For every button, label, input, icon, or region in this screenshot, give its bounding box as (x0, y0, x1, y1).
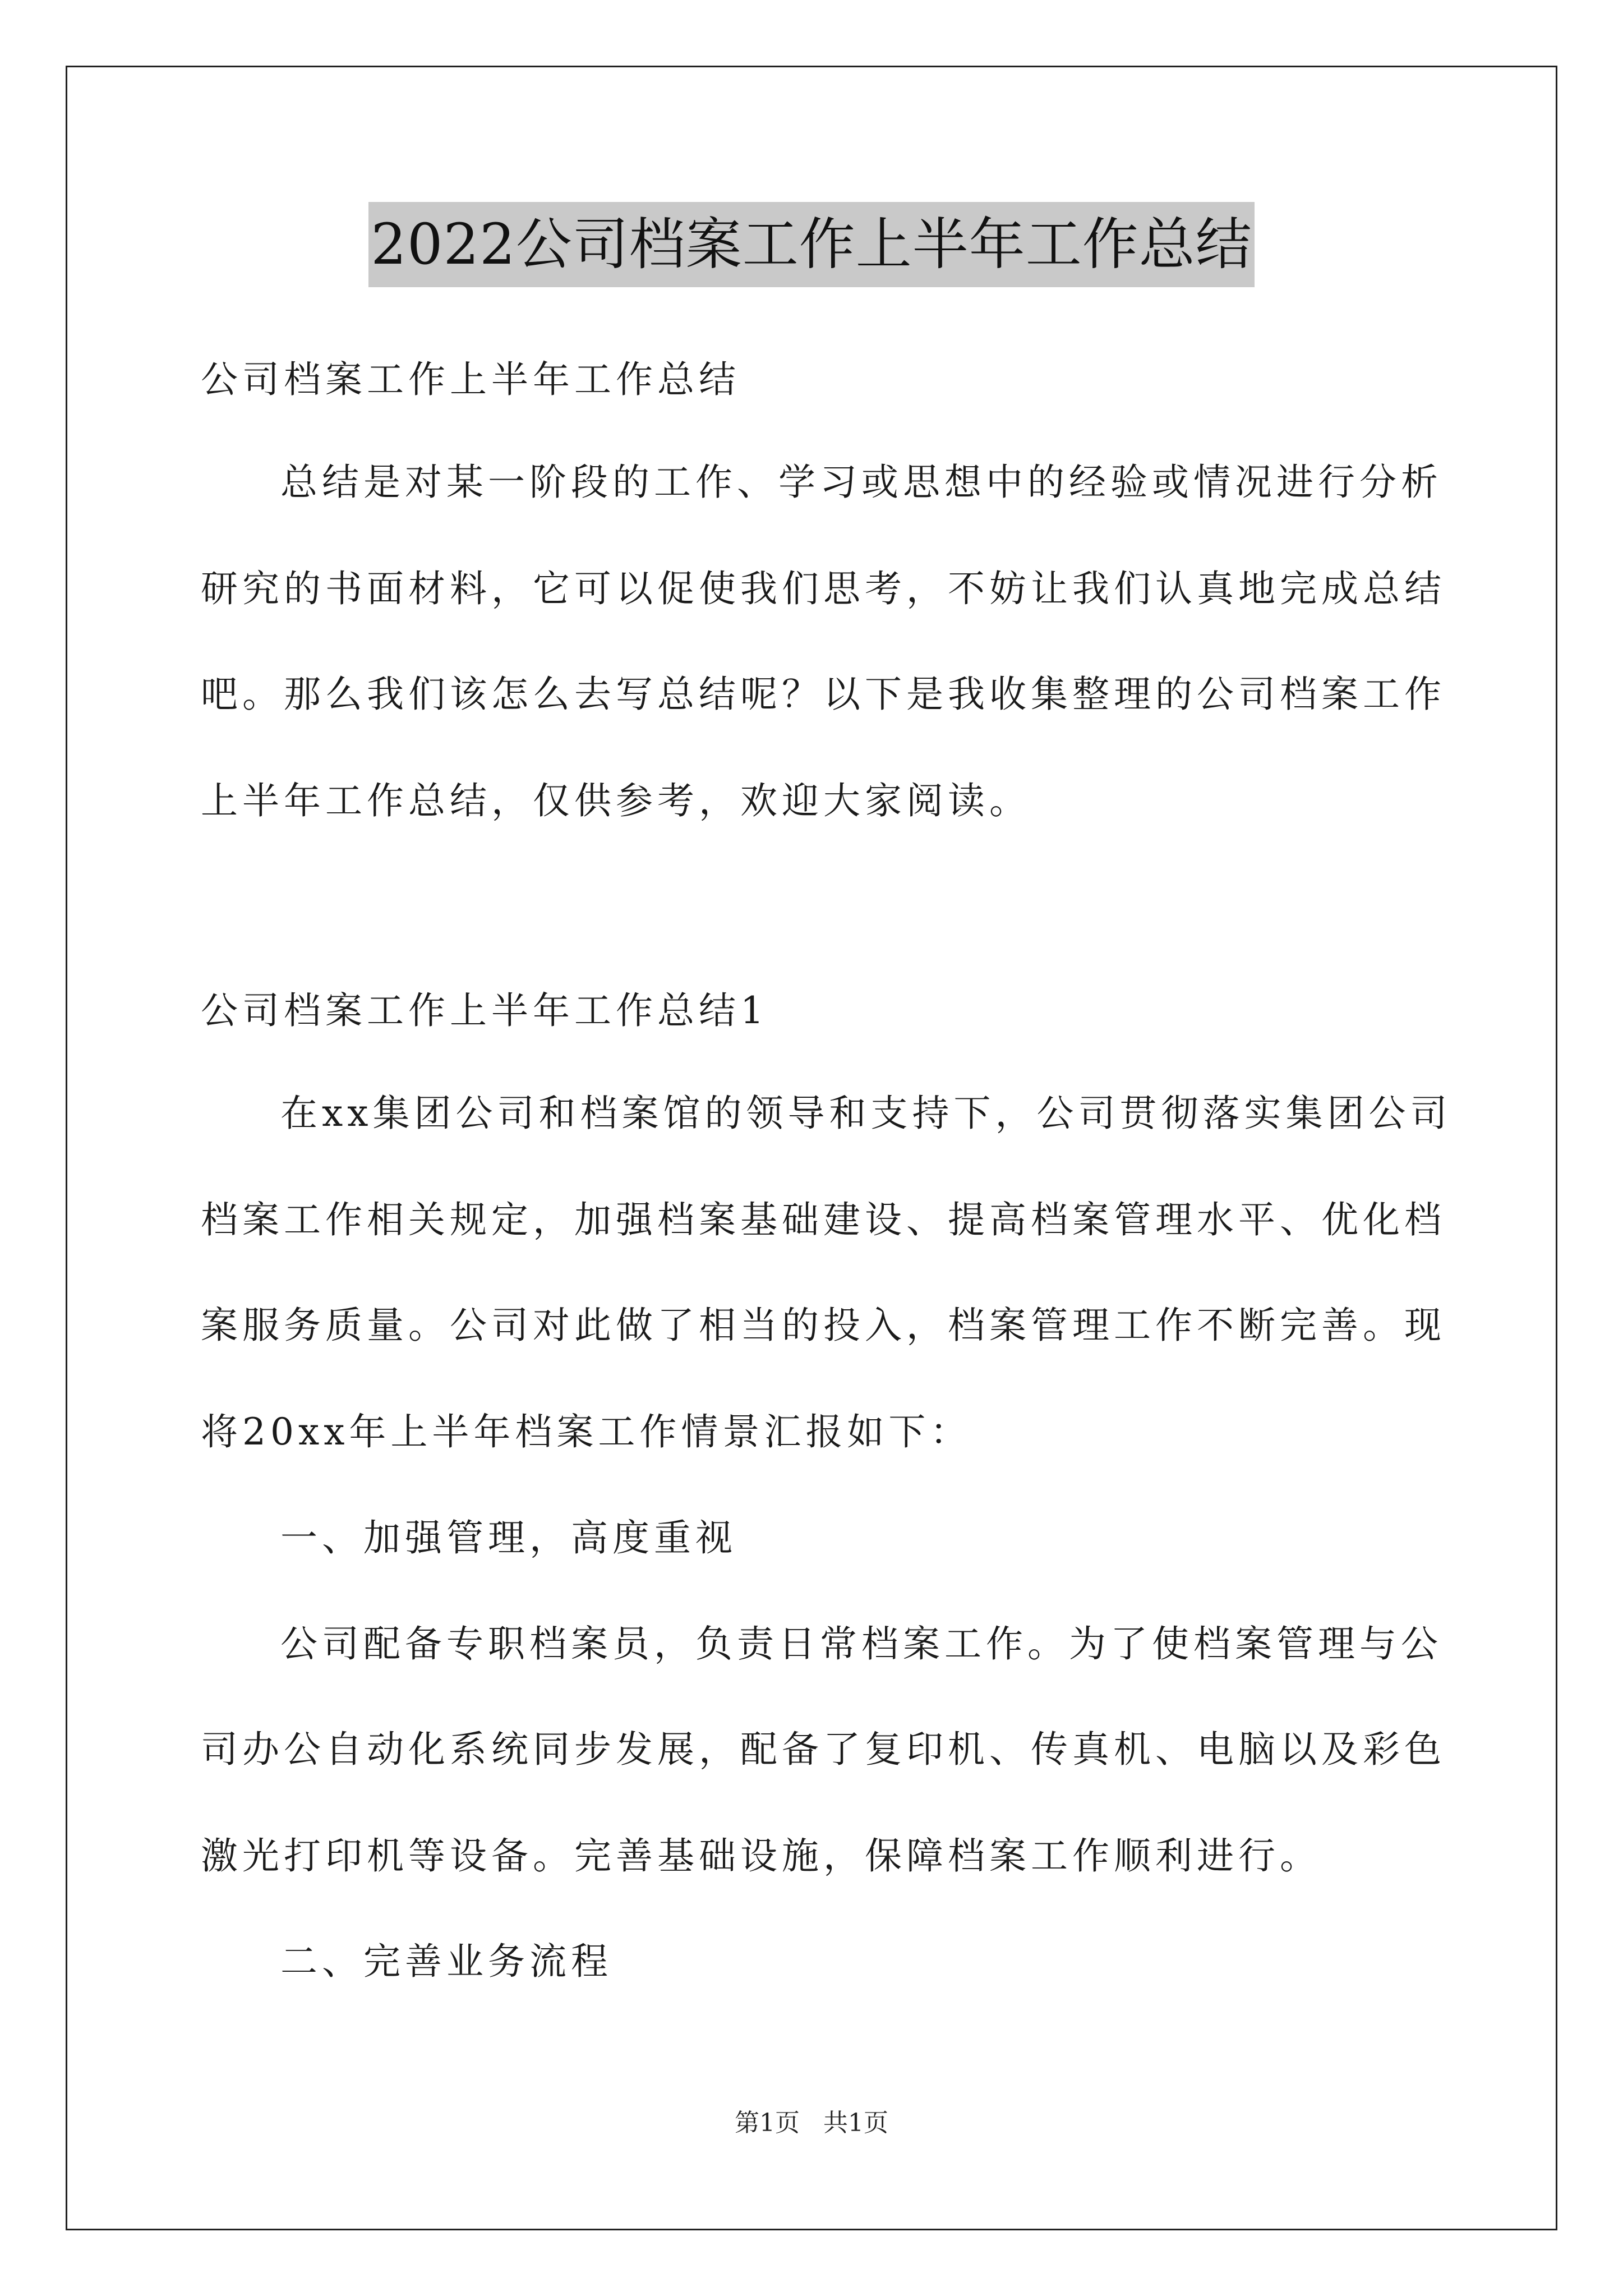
title-container (0, 202, 1623, 287)
page-number: 第1页 (735, 2109, 800, 2137)
paragraph-line: 在xx集团公司和档案馆的领导和支持下，公司贯彻落实集团公司 (280, 1092, 1452, 1135)
intro-line: 吧。那么我们该怎么去写总结呢？以下是我收集整理的公司档案工作 (201, 673, 1446, 716)
subheading: 一、加强管理，高度重视 (280, 1516, 737, 1559)
intro-heading: 公司档案工作上半年工作总结 (201, 358, 740, 401)
document-title: 2022公司档案工作上半年工作总结 (368, 202, 1255, 287)
paragraph-line: 档案工作相关规定，加强档案基础建设、提高档案管理水平、优化档 (201, 1198, 1446, 1241)
paragraph-line: 案服务质量。公司对此做了相当的投入，档案管理工作不断完善。现 (201, 1304, 1446, 1347)
paragraph-line: 公司配备专职档案员，负责日常档案工作。为了使档案管理与公 (280, 1622, 1442, 1665)
intro-line: 上半年工作总结，仅供参考，欢迎大家阅读。 (201, 779, 1031, 822)
paragraph-line: 将20xx年上半年档案工作情景汇报如下： (201, 1410, 972, 1453)
intro-line: 研究的书面材料，它可以促使我们思考，不妨让我们认真地完成总结 (201, 567, 1446, 610)
paragraph-line: 激光打印机等设备。完善基础设施，保障档案工作顺利进行。 (201, 1834, 1321, 1878)
page-footer (0, 2106, 1623, 2140)
subheading: 二、完善业务流程 (280, 1940, 612, 1983)
paragraph-line: 司办公自动化系统同步发展，配备了复印机、传真机、电脑以及彩色 (201, 1728, 1446, 1771)
section-heading: 公司档案工作上半年工作总结1 (201, 989, 768, 1032)
page-total: 共1页 (823, 2109, 888, 2137)
intro-line: 总结是对某一阶段的工作、学习或思想中的经验或情况进行分析 (280, 461, 1442, 504)
